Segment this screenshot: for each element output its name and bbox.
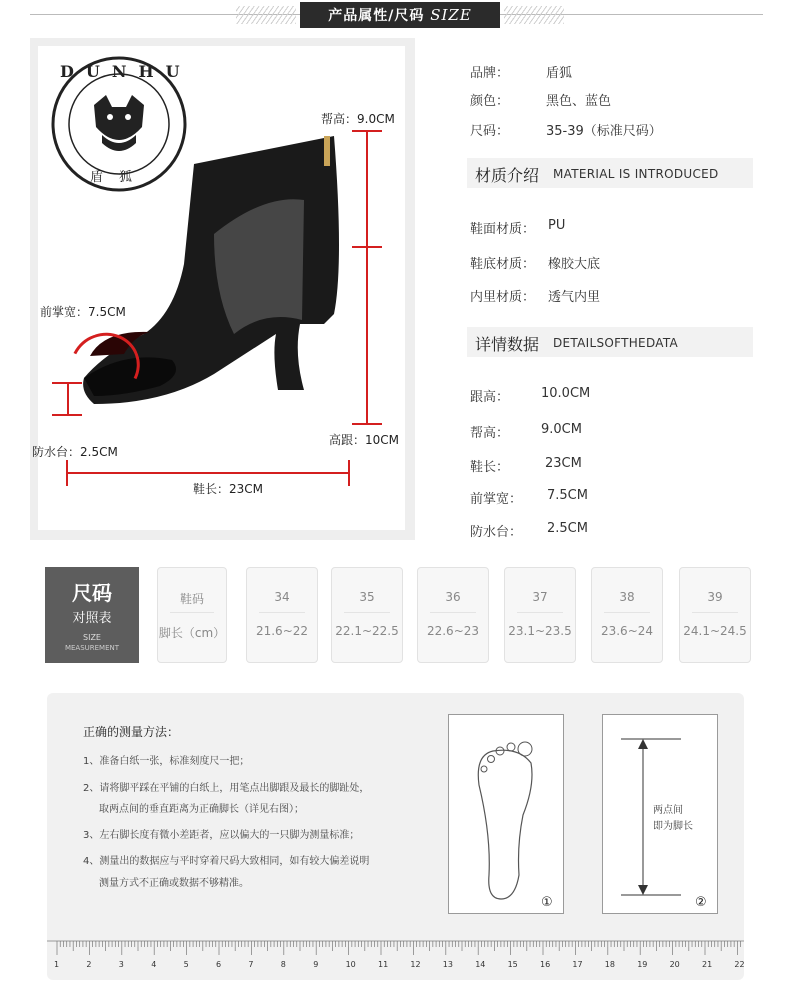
material-sole-value: 橡胶大底 — [548, 257, 601, 272]
detail-forefoot-value: 7.5CM — [547, 488, 588, 503]
logo-name: 盾狐 — [89, 170, 148, 185]
size-value: 38 — [619, 590, 635, 604]
size-column-39 — [679, 567, 751, 663]
info-size-value: 35-39（标准尺码） — [546, 124, 662, 139]
measure-step-4b: 测量方式不正确或数据不够精准。 — [99, 878, 249, 889]
material-title-cn: 材质介绍 — [475, 166, 540, 185]
ruler-number: 5 — [183, 960, 189, 969]
label-heel-height: 高跟：10CM — [329, 433, 400, 447]
detail-upper-key: 帮高： — [470, 426, 510, 441]
size-column-35 — [331, 567, 403, 663]
measure-step-1: 1、准备白纸一张，标准刻度尺一把； — [83, 756, 250, 767]
details-title-en: DETAILSOFTHEDATA — [553, 336, 679, 350]
size-column-36 — [417, 567, 489, 663]
size-separator — [259, 612, 305, 613]
detail-platform-key: 防水台： — [470, 525, 523, 540]
detail-heel-value: 10.0CM — [541, 386, 591, 401]
size-range: 24.1~24.5 — [683, 624, 747, 638]
ruler-number: 2 — [86, 960, 92, 969]
material-lining-value: 透气内里 — [548, 290, 601, 305]
size-range: 21.6~22 — [255, 624, 309, 638]
detail-length-key: 鞋长： — [470, 460, 510, 475]
upper-height-line — [366, 130, 368, 248]
material-upper-key: 鞋面材质： — [470, 222, 536, 237]
measure-step-2b: 取两点间的垂直距离为正确脚长（详见右图）； — [99, 804, 304, 815]
header-title — [300, 2, 500, 28]
material-title-en: MATERIAL IS INTRODUCED — [553, 167, 719, 181]
label-platform: 防水台：2.5CM — [32, 445, 118, 459]
material-upper-value: PU — [548, 218, 566, 233]
ruler-number: 12 — [410, 960, 421, 969]
measure-step-3: 3、左右脚长度有微小差距者，应以偏大的一只脚为测量标准； — [83, 830, 360, 841]
size-separator — [170, 612, 214, 613]
ruler-number: 17 — [572, 960, 583, 969]
platform-tick-bottom — [52, 414, 82, 416]
detail-forefoot-key: 前掌宽： — [470, 492, 523, 507]
ruler-number: 8 — [280, 960, 286, 969]
size-separator — [604, 612, 650, 613]
footprint-figure — [448, 714, 564, 914]
size-value: 35 — [359, 590, 375, 604]
size-separator — [692, 612, 738, 613]
material-sole-key: 鞋底材质： — [470, 257, 536, 272]
size-separator — [517, 612, 563, 613]
ruler-number: 6 — [216, 960, 222, 969]
footprint-icon — [449, 715, 563, 913]
size-value: 39 — [707, 590, 723, 604]
logo-letters: DUNHU — [60, 62, 192, 81]
detail-length-value: 23CM — [545, 456, 582, 471]
length-tick-right — [348, 460, 350, 486]
measure-step-4: 4、测量出的数据应与平时穿着尺码大致相同，如有较大偏差说明 — [83, 856, 370, 867]
ruler-number: 19 — [637, 960, 648, 969]
header-stripe-right — [504, 6, 564, 24]
header-title-en: SIZE — [430, 6, 472, 24]
info-brand-key: 品牌： — [470, 66, 510, 81]
size-table-header — [45, 567, 139, 663]
ruler-number: 9 — [313, 960, 319, 969]
size-column-37 — [504, 567, 576, 663]
size-column-38 — [591, 567, 663, 663]
detail-upper-value: 9.0CM — [541, 422, 582, 437]
ruler-number: 20 — [669, 960, 680, 969]
ruler-number: 1 — [54, 960, 60, 969]
size-separator — [344, 612, 390, 613]
material-section-header — [467, 158, 753, 188]
label-length: 鞋长：23CM — [193, 482, 264, 496]
ruler-number: 13 — [442, 960, 453, 969]
ruler-number: 3 — [118, 960, 124, 969]
ruler-number: 16 — [540, 960, 551, 969]
ruler-number: 18 — [604, 960, 615, 969]
info-color-value: 黑色、蓝色 — [546, 94, 612, 109]
measure-step-2: 2、请将脚平踩在平铺的白纸上，用笔点出脚跟及最长的脚趾处， — [83, 783, 370, 794]
size-table-title: 尺码 — [72, 581, 112, 605]
size-range: 22.1~22.5 — [335, 624, 399, 638]
figure-2-text-1: 两点间 — [653, 805, 683, 816]
size-value: 37 — [532, 590, 548, 604]
details-title-cn: 详情数据 — [475, 335, 540, 354]
size-table-en2: MEASUREMENT — [64, 644, 120, 652]
length-line — [66, 472, 350, 474]
length-tick-left — [66, 460, 68, 486]
size-table-subtitle: 对照表 — [72, 611, 112, 626]
ruler-number: 4 — [151, 960, 157, 969]
ruler-number: 14 — [475, 960, 486, 969]
measure-title: 正确的测量方法： — [83, 725, 180, 739]
ruler-number: 22 — [734, 960, 745, 969]
heel-height-tick-bottom — [352, 423, 382, 425]
details-section-header — [467, 327, 753, 357]
size-table-en1: SIZE — [83, 633, 101, 642]
figure-2-label: ② — [695, 895, 707, 910]
info-brand-value: 盾狐 — [546, 66, 573, 81]
size-separator — [430, 612, 476, 613]
size-label-column — [157, 567, 227, 663]
header-stripe-left — [236, 6, 296, 24]
figure-1-label: ① — [541, 895, 553, 910]
size-range: 23.6~24 — [600, 624, 654, 638]
size-value: 34 — [274, 590, 290, 604]
size-label-bottom: 脚长（cm） — [158, 626, 226, 640]
ruler-number: 11 — [378, 960, 389, 969]
platform-line — [67, 382, 69, 416]
label-upper-height: 帮高：9.0CM — [321, 112, 395, 126]
size-range: 23.1~23.5 — [508, 624, 572, 638]
figure-2-text-2: 即为脚长 — [653, 821, 693, 832]
size-label-top: 鞋码 — [179, 592, 204, 606]
detail-heel-key: 跟高： — [470, 390, 510, 405]
upper-height-tick-top — [352, 130, 382, 132]
detail-platform-value: 2.5CM — [547, 521, 588, 536]
ruler-number: 10 — [345, 960, 356, 969]
material-lining-key: 内里材质： — [470, 290, 536, 305]
info-size-key: 尺码： — [470, 124, 510, 139]
ruler-number: 21 — [702, 960, 713, 969]
header-title-cn: 产品属性/尺码 — [328, 8, 425, 24]
info-color-key: 颜色： — [470, 94, 510, 109]
size-range: 22.6~23 — [426, 624, 480, 638]
label-forefoot-width: 前掌宽：7.5CM — [40, 305, 126, 319]
ruler-number: 15 — [507, 960, 518, 969]
size-value: 36 — [445, 590, 461, 604]
ruler-number: 7 — [248, 960, 254, 969]
size-column-34 — [246, 567, 318, 663]
heel-height-line — [366, 248, 368, 424]
